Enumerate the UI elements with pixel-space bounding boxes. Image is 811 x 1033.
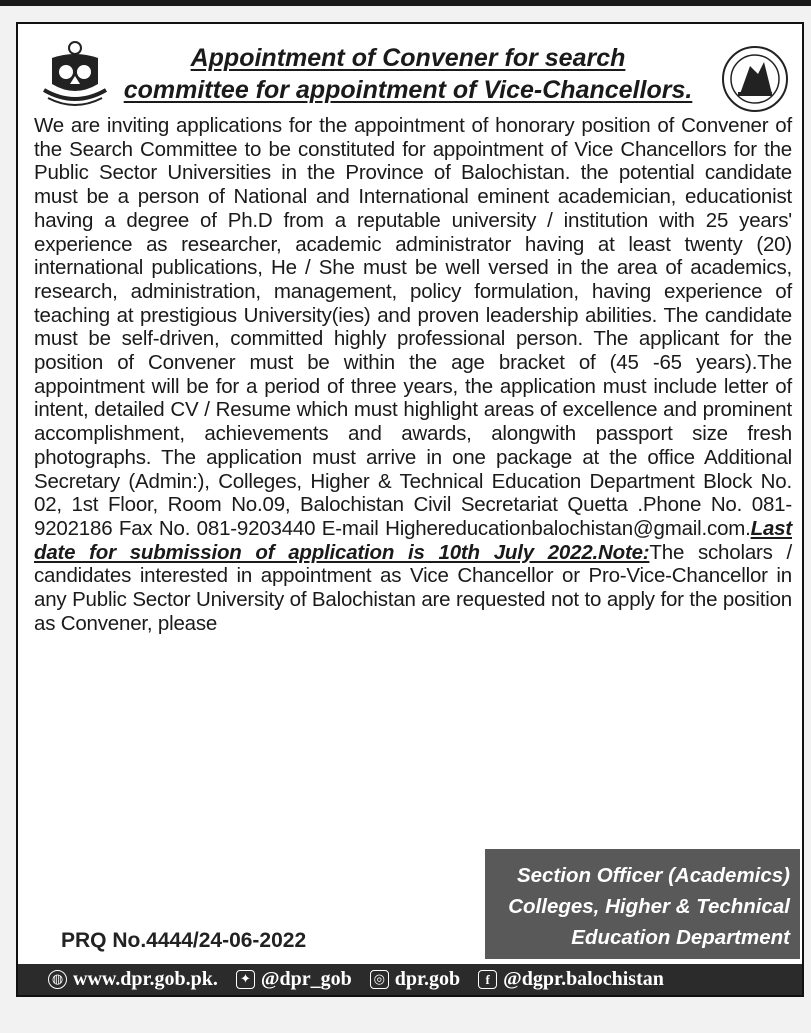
title-line-1: Appointment of Convener for search (190, 44, 626, 72)
twitter-icon: ✦ (236, 970, 255, 989)
officer-line-1: Section Officer (Academics) (516, 864, 790, 887)
footer-instagram[interactable] (370, 968, 460, 991)
officer-line-3: Education Department (571, 926, 790, 949)
title-line-2: committee for appointment of Vice-Chancellors. (123, 76, 693, 104)
footer-twitter[interactable] (236, 968, 352, 991)
circular-seal-icon (720, 44, 790, 114)
top-border (0, 0, 811, 6)
prq-number: PRQ No.4444/24-06-2022 (61, 929, 307, 952)
facebook-icon: f (478, 970, 497, 989)
twitter-text: @dpr_gob (260, 968, 352, 990)
body-tail-text: The scholars / candidates interested in appointment as Vice Chancellor or Pro-Vice-Chancellor in any Public Sector University of Balochistan are requested not to apply for the position as Convener, please (34, 540, 793, 635)
ad-title (108, 42, 708, 106)
footer-website[interactable] (48, 968, 218, 991)
facebook-text: @dgpr.balochistan (503, 968, 664, 990)
section-officer-box (485, 849, 800, 959)
body-main-text: We are inviting applications for the appointment of honorary position of Convener of the Search Committee to be constituted for appointment of Vice Chancellors for the Public Sector Universities in the Province of Balochistan. the potential candidate must be a person of National and International eminent academician, educationist having a degree of Ph.D from a reputable university / institution with 25 years' experience as researcher, academic administrator having at least twenty (20) international publications, He / She must be well versed in the area of academics, research, administration, management, policy formulation, having experience of teaching at prestigious University(ies) and proven leadership abilities. The candidate must be self-driven, committed highly professional person. The applicant for the position of Convener must be within the age bracket of (45 -65 years).The appointment will be for a period of three years, the application must include letter of intent, detailed CV / Resume which must highlight areas of excellence and prominent accomplishment, achievements and awards, alongwith passport size fresh photographs. The application must arrive in one package at the office Additional Secretary (Admin:), Colleges, Higher & Technical Education Department Block No. 02, 1st Floor, Room No.09, Balochistan Civil Secretariat Quetta .Phone No. 081-9202186 Fax No. 081-9203440 E-mail Highereducationbalochistan@gmail.com. (34, 114, 792, 540)
officer-line-2: Colleges, Higher & Technical (508, 895, 790, 918)
footer-facebook[interactable] (478, 968, 664, 991)
balochistan-emblem-icon (40, 38, 110, 110)
globe-icon: ◍ (48, 970, 67, 989)
website-text: www.dpr.gob.pk. (73, 968, 218, 990)
instagram-icon: ◎ (370, 970, 389, 989)
ad-body (34, 114, 792, 635)
advertisement (16, 22, 804, 997)
instagram-text: dpr.gob (394, 968, 461, 990)
last-date-note: Last date for submission of application is 10th July 2022.Note: (34, 516, 792, 564)
footer-bar (18, 964, 802, 995)
